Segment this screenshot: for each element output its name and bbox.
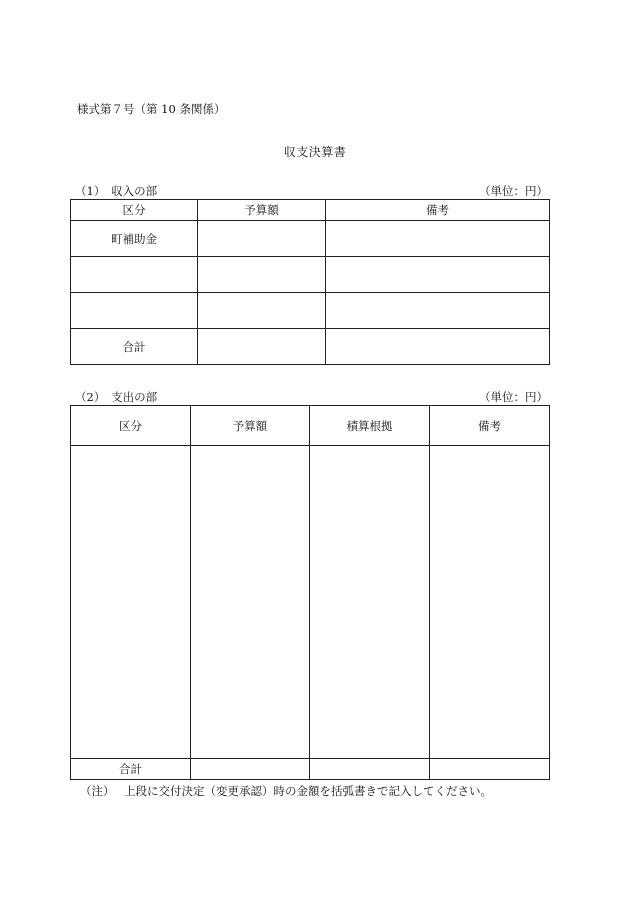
income-cell bbox=[326, 293, 550, 329]
expense-total-amount bbox=[191, 759, 310, 780]
income-table bbox=[70, 199, 550, 365]
income-total-label: 合計 bbox=[71, 329, 198, 365]
income-cell bbox=[198, 221, 326, 257]
expense-total-label: 合計 bbox=[71, 759, 191, 780]
expense-total-row bbox=[71, 759, 550, 780]
expense-col-header: 備考 bbox=[430, 406, 550, 446]
income-unit-label: （単位：円） bbox=[479, 184, 548, 198]
expense-col-header: 積算根拠 bbox=[310, 406, 430, 446]
income-total-row bbox=[71, 329, 550, 365]
expense-col-header: 区分 bbox=[71, 406, 191, 446]
income-total-amount bbox=[198, 329, 326, 365]
income-section-heading: （1） 収入の部 bbox=[75, 184, 158, 198]
income-row bbox=[71, 257, 550, 293]
expense-cell bbox=[191, 446, 310, 759]
document-title: 収支決算書 bbox=[283, 145, 347, 159]
expense-col-header: 予算額 bbox=[191, 406, 310, 446]
expense-total-remarks bbox=[430, 759, 550, 780]
income-row bbox=[71, 293, 550, 329]
income-cell bbox=[326, 257, 550, 293]
expense-cell bbox=[310, 446, 430, 759]
income-total-remarks bbox=[326, 329, 550, 365]
expense-total-basis bbox=[310, 759, 430, 780]
income-col-header: 区分 bbox=[71, 200, 198, 221]
footnote-label: （注） bbox=[80, 784, 115, 798]
expense-header-row bbox=[71, 406, 550, 446]
income-cell: 町補助金 bbox=[71, 221, 198, 257]
expense-table bbox=[70, 405, 550, 780]
expense-section-heading: （2） 支出の部 bbox=[75, 390, 158, 404]
income-cell bbox=[198, 293, 326, 329]
expense-unit-label: （単位：円） bbox=[479, 390, 548, 404]
expense-row bbox=[71, 446, 550, 759]
form-number: 様式第７号（第 10 条関係） bbox=[77, 102, 226, 116]
expense-cell bbox=[71, 446, 191, 759]
expense-cell bbox=[430, 446, 550, 759]
income-cell bbox=[71, 293, 198, 329]
income-col-header: 備考 bbox=[326, 200, 550, 221]
income-cell bbox=[326, 221, 550, 257]
income-header-row bbox=[71, 200, 550, 221]
footnote-text: 上段に交付決定（変更承認）時の金額を括弧書きで記入してください。 bbox=[124, 784, 492, 798]
income-cell bbox=[71, 257, 198, 293]
footnote bbox=[80, 783, 492, 799]
income-cell bbox=[198, 257, 326, 293]
income-row bbox=[71, 221, 550, 257]
income-col-header: 予算額 bbox=[198, 200, 326, 221]
